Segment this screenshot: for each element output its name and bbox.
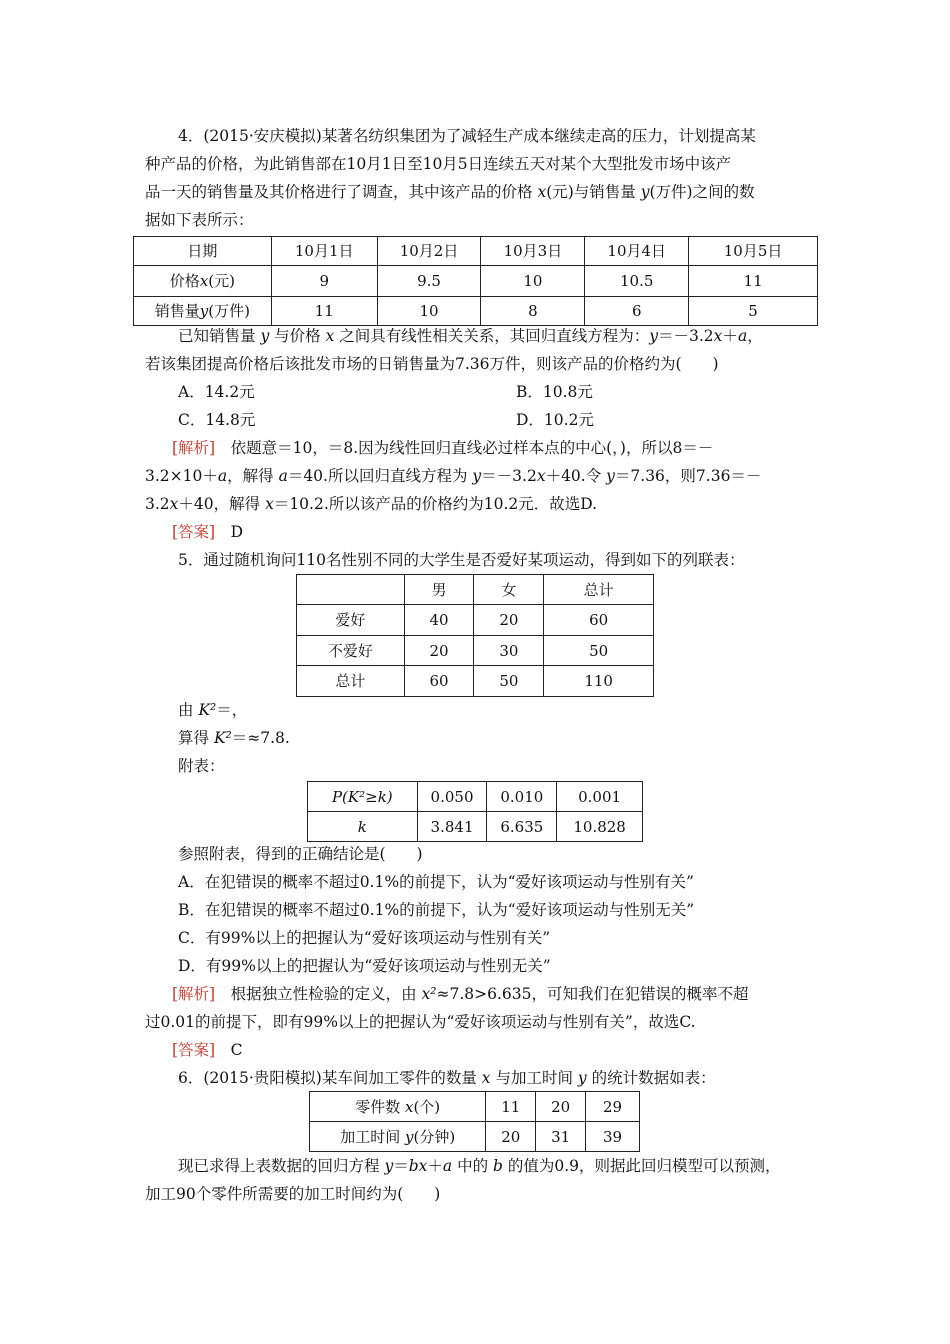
q5-answer: [答案] C (172, 1041, 243, 1059)
table-row: 爱好 40 20 60 (297, 605, 654, 636)
q5-analysis-line1: [解析] 根据独立性检验的定义，由 x²≈7.8>6.635，可知我们在犯错误的概率不超 (172, 985, 749, 1003)
q5-analysis-line2: 过0.01的前提下，即有99%以上的把握认为“爱好该项运动与性别有关”，故选C. (145, 1013, 696, 1031)
answer-tag: [答案] (172, 523, 216, 541)
q5-k-line2: 算得 K²＝≈7.8. (178, 729, 290, 747)
q4-after2: 若该集团提高价格后该批发市场的日销售量为7.36万件，则该产品的价格约为( ) (145, 355, 719, 373)
table-row: 不爱好 20 30 50 (297, 636, 654, 666)
q6-parts-time-table (309, 1091, 640, 1152)
table-row: 日期 10月1日 10月2日 10月3日 10月4日 10月5日 (134, 237, 818, 266)
q6-line1: 6．(2015·贵阳模拟)某车间加工零件的数量 x 与加工时间 y 的统计数据如表： (178, 1069, 716, 1087)
q4-option-a: A．14.2元 (178, 383, 255, 401)
q5-option-a: A．在犯错误的概率不超过0.1%的前提下，认为“爱好该项运动与性别有关” (178, 873, 694, 891)
q4-analysis-line3: 3.2x＋40，解得 x＝10.2.所以该产品的价格约为10.2元．故选D. (145, 495, 598, 513)
q4-option-b: B．10.8元 (516, 383, 593, 401)
q6-after1: 现已求得上表数据的回归方程 y＝bx＋a 中的 b 的值为0.9，则据此回归模型可以预测， (178, 1157, 781, 1175)
q5-option-c: C．有99%以上的把握认为“爱好该项运动与性别有关” (178, 929, 551, 947)
table-row: k 3.841 6.635 10.828 (308, 812, 643, 842)
q4-after1: 已知销售量 y 与价格 x 之间具有线性相关关系，其回归直线方程为：y＝－3.2x＋a， (178, 327, 763, 345)
answer-tag: [答案] (172, 1041, 216, 1059)
q6-after2: 加工90个零件所需要的加工时间约为( ) (145, 1185, 441, 1203)
q5-option-d: D．有99%以上的把握认为“爱好该项运动与性别无关” (178, 957, 551, 975)
table-row: 零件数 x(个) 11 20 29 (310, 1092, 640, 1122)
q4-answer: [答案] D (172, 523, 244, 541)
table-row: 价格x(元) 9 9.5 10 10.5 11 (134, 266, 818, 297)
analysis-tag: [解析] (172, 985, 216, 1003)
table-row: 销售量y(万件) 11 10 8 6 5 (134, 297, 818, 326)
q5-line1: 5．通过随机询问110名性别不同的大学生是否爱好某项运动，得到如下的列联表： (178, 551, 745, 569)
table-row: 加工时间 y(分钟) 20 31 39 (310, 1122, 640, 1152)
q4-line3: 品一天的销售量及其价格进行了调查，其中该产品的价格 x(元)与销售量 y(万件)之间的数 (145, 183, 755, 201)
q4-analysis-line1: [解析] 依题意＝10，＝8.因为线性回归直线必过样本点的中心(，)，所以8＝－ (172, 439, 714, 457)
q5-ask: 参照附表，得到的正确结论是( ) (178, 845, 423, 863)
q4-line2: 种产品的价格，为此销售部在10月1日至10月5日连续五天对某个大型批发市场中该产 (145, 155, 732, 173)
table-row: 总计 60 50 110 (297, 666, 654, 697)
q5-contingency-table (296, 574, 654, 697)
q4-line1: 4．(2015·安庆模拟)某著名纺织集团为了减轻生产成本继续走高的压力，计划提高某 (178, 127, 756, 145)
q5-option-b: B．在犯错误的概率不超过0.1%的前提下，认为“爱好该项运动与性别无关” (178, 901, 695, 919)
table-row: 男 女 总计 (297, 575, 654, 605)
q5-appendix: 附表： (178, 757, 225, 775)
analysis-tag: [解析] (172, 439, 216, 457)
q4-analysis-line2: 3.2×10＋a，解得 a＝40.所以回归直线方程为 y＝－3.2x＋40.令 y＝7.36，则7.36＝－ (145, 467, 762, 485)
q4-option-d: D．10.2元 (516, 411, 594, 429)
q4-option-c: C．14.8元 (178, 411, 256, 429)
table-row: P(K²≥k) 0.050 0.010 0.001 (308, 782, 643, 812)
q4-line4: 据如下表所示： (145, 211, 254, 229)
q5-k-line1: 由 K²＝， (178, 701, 248, 719)
q4-price-sales-table (133, 236, 818, 326)
q5-critical-value-table (307, 781, 643, 842)
